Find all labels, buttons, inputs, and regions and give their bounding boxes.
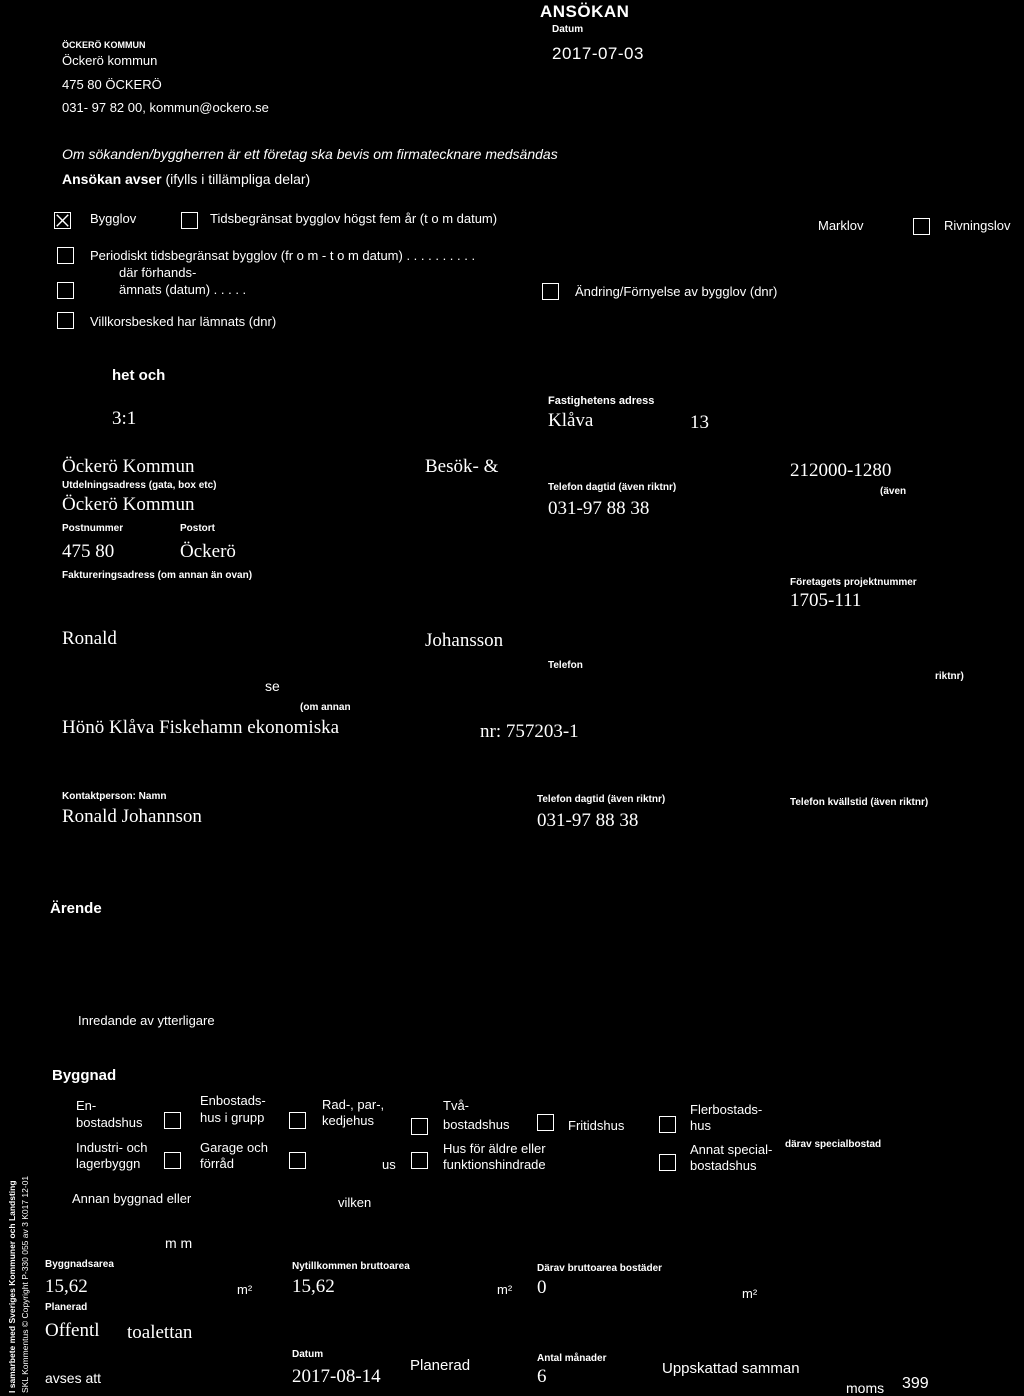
contact-evening-label: Telefon kvällstid (även riktnr)	[790, 797, 929, 808]
rad-label-1: Rad-, par-,	[322, 1097, 385, 1112]
bruttoarea-unit: m²	[497, 1282, 513, 1297]
villkor-checkbox[interactable]	[57, 312, 74, 329]
rivningslov-label: Rivningslov	[944, 218, 1011, 233]
mail-address: Öckerö Kommun	[62, 494, 195, 515]
bostader-area: 0	[537, 1277, 547, 1298]
annat-label-2: bostadshus	[690, 1158, 757, 1173]
annat-label-1: Annat special-	[690, 1142, 773, 1157]
moms-label: moms	[846, 1380, 885, 1396]
builder-first-name: Ronald	[62, 628, 117, 649]
darav-special-label: därav specialbostad	[785, 1139, 882, 1150]
date-label: Datum	[552, 24, 584, 35]
tidsbegransat-checkbox[interactable]	[181, 212, 198, 229]
garage-checkbox[interactable]	[289, 1152, 306, 1169]
org-postal: 475 80 ÖCKERÖ	[62, 77, 162, 92]
property-designation: 3:1	[112, 408, 137, 429]
bostader-unit: m²	[742, 1286, 758, 1301]
marklov-label: Marklov	[818, 218, 864, 233]
postort: Öckerö	[180, 541, 236, 562]
builder-company: Hönö Klåva Fiskehamn ekonomiska	[62, 717, 340, 738]
org-name: Öckerö kommun	[62, 53, 158, 68]
application-heading-text: Ansökan avser	[62, 171, 162, 187]
contact-name-label: Kontaktperson: Namn	[62, 791, 167, 802]
contact-phone-label: Telefon dagtid (även riktnr)	[537, 794, 666, 805]
en-label-1: En-	[76, 1098, 97, 1113]
postnr-label: Postnummer	[62, 523, 124, 534]
enbostad-grupp-checkbox[interactable]	[289, 1112, 306, 1129]
forhandsbesked-checkbox[interactable]	[57, 282, 74, 299]
side-credit-2: SKL Kommentus © Copyright P-330 055 av 3 K017 12-01	[20, 1175, 30, 1393]
us-checkbox[interactable]	[411, 1152, 428, 1169]
toalett-fragment: toalettan	[127, 1322, 193, 1343]
byggnadsarea-unit: m²	[237, 1282, 253, 1297]
tva-label-1: Två-	[443, 1098, 469, 1113]
forhand-label-2: ämnats (datum) . . . . .	[119, 282, 247, 297]
industri-checkbox[interactable]	[164, 1152, 181, 1169]
applicant-phone: 031-97 88 38	[548, 498, 650, 519]
enb-label-1: Enbostads-	[200, 1093, 266, 1108]
ind-label-2: lagerbyggn	[76, 1156, 141, 1171]
annan-byggnad-label: Annan byggnad eller	[72, 1191, 192, 1206]
start-date: 2017-08-14	[292, 1366, 381, 1387]
notice-text: Om sökanden/byggherren är ett företag ska bevis om firmatecknare medsändas	[62, 146, 558, 162]
offentl-fragment: Offentl	[45, 1320, 100, 1341]
en-bostadshus-checkbox[interactable]	[164, 1112, 181, 1129]
planerad-fragment: Planerad	[410, 1357, 471, 1374]
applicant-phone-label: Telefon dagtid (även riktnr)	[548, 482, 677, 493]
avses-fragment: avses att	[45, 1370, 102, 1386]
builder-phone-label: Telefon	[548, 660, 583, 671]
org-contact: 031- 97 82 00, kommun@ockero.se	[62, 100, 269, 115]
builder-se-fragment: se	[265, 678, 280, 694]
tva-label-2: bostadshus	[443, 1117, 510, 1132]
side-credit-1: I samarbete med Sveriges Kommuner och Landsting	[7, 1180, 17, 1393]
gar-label-1: Garage och	[200, 1140, 268, 1155]
builder-om-annan-label: (om annan	[300, 702, 351, 713]
property-address: Klåva	[548, 410, 594, 431]
planerad-label: Planerad	[45, 1302, 88, 1313]
property-fragment: het och	[112, 367, 166, 384]
property-address-label: Fastighetens adress	[548, 395, 655, 407]
villkor-label: Villkorsbesked har lämnats (dnr)	[90, 314, 277, 329]
bygglov-checkbox[interactable]	[54, 212, 71, 229]
aldre-label-1: Hus för äldre eller	[443, 1141, 546, 1156]
tvabostadshus-checkbox[interactable]	[537, 1114, 554, 1131]
vilken-label: vilken	[338, 1195, 372, 1210]
forhand-label-1: där förhands-	[119, 265, 197, 280]
cost-value: 399	[902, 1375, 929, 1392]
byggnadsarea: 15,62	[45, 1276, 88, 1297]
property-address-number: 13	[690, 412, 709, 433]
fler-label-2: hus	[690, 1118, 711, 1133]
enb-label-2: hus i grupp	[200, 1110, 265, 1125]
contact-phone: 031-97 88 38	[537, 810, 639, 831]
bruttoarea: 15,62	[292, 1276, 335, 1297]
form-title: ANSÖKAN	[540, 2, 630, 21]
checked-x-icon	[55, 213, 70, 228]
start-date-label: Datum	[292, 1349, 324, 1360]
byggnadsarea-label: Byggnadsarea	[45, 1259, 114, 1270]
rad-label-2: kedjehus	[322, 1113, 375, 1128]
annat-special-checkbox[interactable]	[659, 1154, 676, 1171]
builder-riktnr-label: riktnr)	[935, 671, 964, 682]
application-heading-note: (ifylls i tillämpliga delar)	[165, 171, 311, 187]
periodiskt-checkbox[interactable]	[57, 247, 74, 264]
months-value: 6	[537, 1366, 547, 1387]
applicant-name: Öckerö Kommun	[62, 456, 195, 477]
mm-fragment: m m	[165, 1235, 193, 1251]
arende-inredande: Inredande av ytterligare	[78, 1013, 215, 1028]
org-caps: ÖCKERÖ KOMMUN	[62, 40, 146, 50]
application-date: 2017-07-03	[552, 44, 644, 63]
bygglov-label: Bygglov	[90, 211, 137, 226]
builder-last-name: Johansson	[425, 630, 504, 651]
andring-checkbox[interactable]	[542, 283, 559, 300]
bostader-label: Därav bruttoarea bostäder	[537, 1263, 663, 1274]
byggnad-heading: Byggnad	[52, 1067, 117, 1084]
invoice-address-label: Faktureringsadress (om annan än ovan)	[62, 570, 253, 581]
fritidshus-label: Fritidshus	[568, 1118, 625, 1133]
fritidshus-checkbox[interactable]	[659, 1116, 676, 1133]
builder-orgnr: nr: 757203-1	[480, 721, 579, 742]
rivningslov-checkbox[interactable]	[913, 218, 930, 235]
applicant-orgnr: 212000-1280	[790, 460, 892, 481]
contact-name: Ronald Johannson	[62, 806, 202, 827]
project-number-label: Företagets projektnummer	[790, 577, 917, 588]
applicant-even-label: (även	[880, 486, 907, 497]
project-number: 1705-111	[790, 590, 862, 611]
arende-heading: Ärende	[50, 900, 102, 917]
months-label: Antal månader	[537, 1353, 607, 1364]
bruttoarea-label: Nytillkommen bruttoarea	[292, 1261, 410, 1272]
application-heading	[62, 171, 310, 187]
fler-label-1: Flerbostads-	[690, 1102, 763, 1117]
postnr: 475 80	[62, 541, 115, 562]
periodiskt-label: Periodiskt tidsbegränsat bygglov (fr o m - t o m datum) . . . . . . . . . .	[90, 248, 476, 263]
ind-label-1: Industri- och	[76, 1140, 148, 1155]
uppskattad-label: Uppskattad samman	[662, 1360, 800, 1377]
applicant-visit: Besök- &	[425, 456, 499, 477]
tidsbegransat-label: Tidsbegränsat bygglov högst fem år (t o m datum)	[210, 211, 498, 226]
andring-label: Ändring/Förnyelse av bygglov (dnr)	[575, 284, 778, 299]
us-fragment: us	[382, 1157, 396, 1172]
aldre-label-2: funktionshindrade	[443, 1157, 546, 1172]
radhus-checkbox[interactable]	[411, 1118, 428, 1135]
en-label-2: bostadshus	[76, 1115, 143, 1130]
mail-address-label: Utdelningsadress (gata, box etc)	[62, 480, 217, 491]
postort-label: Postort	[180, 523, 215, 534]
gar-label-2: förråd	[200, 1156, 234, 1171]
